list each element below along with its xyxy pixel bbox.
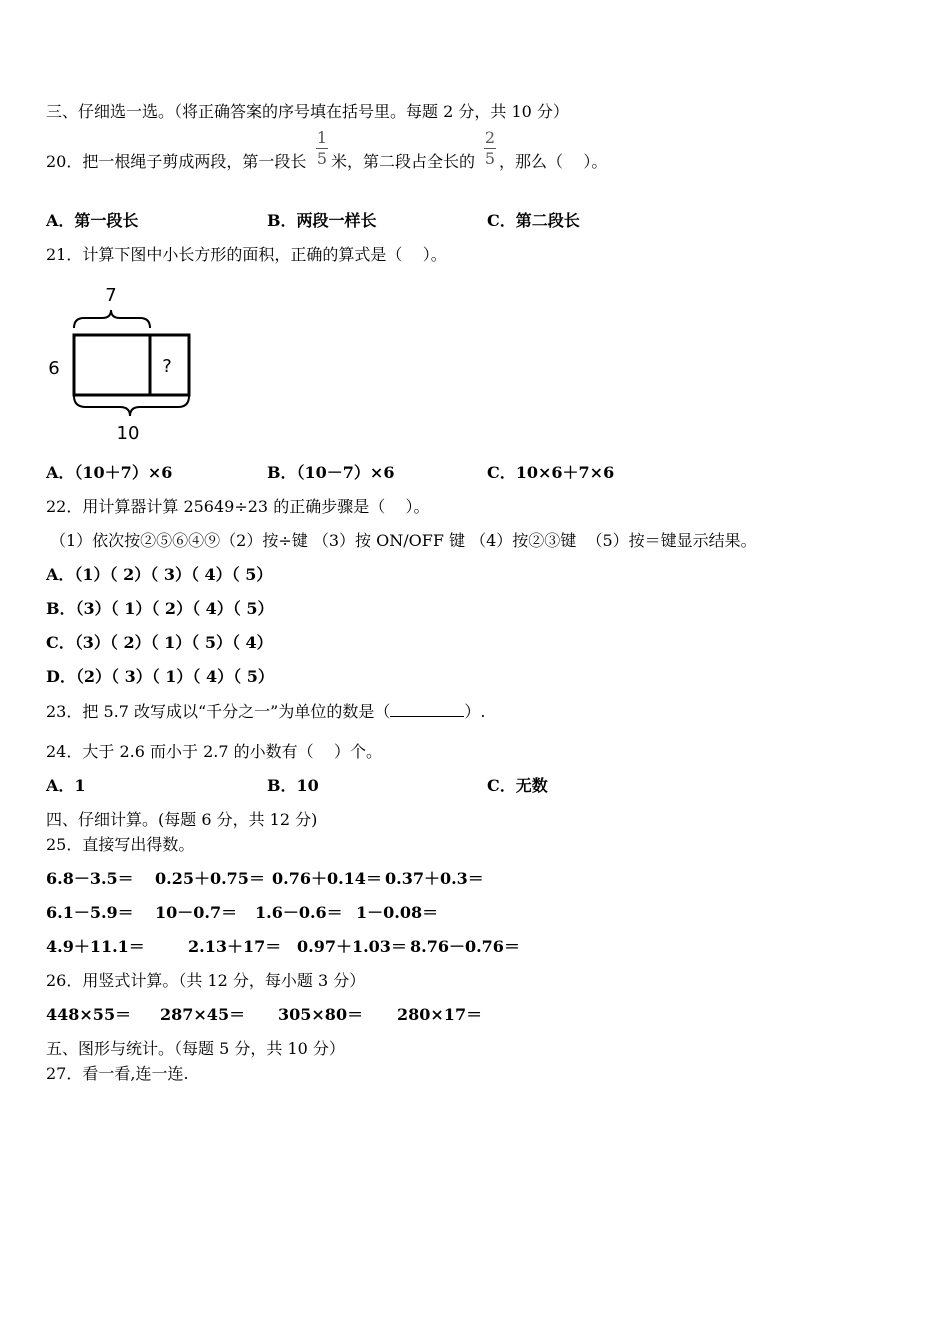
q24-option-c: C．无数 xyxy=(487,776,548,795)
section-3-title: 三、仔细选一选。（将正确答案的序号填在括号里。每题 2 分，共 10 分） xyxy=(46,102,569,121)
q21-option-c: C．10×6＋7×6 xyxy=(487,463,615,482)
q20-option-a: A．第一段长 xyxy=(46,211,139,230)
q25-r2-c2: 10－0.7＝ xyxy=(155,903,238,922)
q26-item-4: 280×17＝ xyxy=(397,1005,483,1024)
q21-rectangle-figure xyxy=(40,280,210,448)
bottom-brace xyxy=(74,396,189,416)
q20-fraction-2 xyxy=(483,130,497,167)
q22-steps: （1）依次按②⑤⑥④⑨（2）按÷键 （3）按 ON/OFF 键 （4）按②③键 （5）按＝键显示结果。 xyxy=(50,531,757,550)
section-4-title: 四、仔细计算。(每题 6 分，共 12 分) xyxy=(46,810,318,829)
q25-r1-c1: 6.8－3.5＝ xyxy=(46,869,134,888)
q25-r1-c3: 0.76＋0.14＝ xyxy=(272,869,382,888)
q20-part3: ，那么（ ）。 xyxy=(499,152,608,171)
q20-frac2-numerator: 2 xyxy=(484,128,496,147)
q23-part1: 23．把 5.7 改写成以“千分之一”为单位的数是（ xyxy=(46,702,391,721)
q20-frac1-numerator: 1 xyxy=(316,128,328,147)
q20-option-b: B．两段一样长 xyxy=(267,211,377,230)
section-5-title: 五、图形与统计。（每题 5 分，共 10 分） xyxy=(46,1039,345,1058)
small-rect-label: ? xyxy=(162,356,172,377)
q24-text: 24．大于 2.6 而小于 2.7 的小数有（ ）个。 xyxy=(46,742,382,761)
q26-item-1: 448×55＝ xyxy=(46,1005,132,1024)
q22-option-a: A．（1）（ 2）（ 3）（ 4）（ 5） xyxy=(46,565,273,584)
q24-option-b: B．10 xyxy=(267,776,319,795)
q25-r2-c4: 1－0.08＝ xyxy=(356,903,439,922)
q22-text: 22．用计算器计算 25649÷23 的正确步骤是（ ）。 xyxy=(46,497,430,516)
q21-option-b: B．（10－7）×6 xyxy=(267,463,395,482)
q27-text: 27．看一看,连一连. xyxy=(46,1064,189,1083)
q26-text: 26．用竖式计算。（共 12 分，每小题 3 分） xyxy=(46,971,366,990)
q23-answer-blank xyxy=(390,702,464,717)
q24-option-a: A．1 xyxy=(46,776,86,795)
q26-item-3: 305×80＝ xyxy=(278,1005,364,1024)
top-brace xyxy=(74,310,150,328)
q26-item-2: 287×45＝ xyxy=(160,1005,246,1024)
q21-option-a: A．（10＋7）×6 xyxy=(46,463,173,482)
q25-r1-c2: 0.25＋0.75＝ xyxy=(155,869,265,888)
q25-r3-c1: 4.9＋11.1＝ xyxy=(46,937,145,956)
q20-frac1-denominator: 5 xyxy=(316,149,328,168)
q23-part2: ）. xyxy=(464,702,486,721)
q22-option-d: D．（2）（ 3）（ 1）（ 4）（ 5） xyxy=(46,667,274,686)
figure-left-label: 6 xyxy=(48,358,60,379)
q25-r3-c3: 0.97＋1.03＝ xyxy=(297,937,407,956)
q20-part2: 米，第二段占全长的 xyxy=(331,152,476,171)
q23-question xyxy=(46,702,485,722)
q25-text: 25．直接写出得数。 xyxy=(46,835,195,854)
figure-top-label: 7 xyxy=(105,285,117,306)
q25-r2-c1: 6.1－5.9＝ xyxy=(46,903,134,922)
q21-text: 21．计算下图中小长方形的面积，正确的算式是（ ）。 xyxy=(46,245,447,264)
q20-part1: 20．把一根绳子剪成两段，第一段长 xyxy=(46,152,307,171)
q20-frac2-denominator: 5 xyxy=(484,149,496,168)
q22-option-b: B．（3）（ 1）（ 2）（ 4）（ 5） xyxy=(46,599,274,618)
q22-option-c: C．（3）（ 2）（ 1）（ 5）（ 4） xyxy=(46,633,273,652)
q20-option-c: C．第二段长 xyxy=(487,211,580,230)
q25-r3-c4: 8.76－0.76＝ xyxy=(410,937,520,956)
q20-fraction-1 xyxy=(315,130,329,167)
q25-r1-c4: 0.37＋0.3＝ xyxy=(385,869,484,888)
q25-r3-c2: 2.13＋17＝ xyxy=(188,937,282,956)
figure-bottom-label: 10 xyxy=(116,423,140,444)
q25-r2-c3: 1.6－0.6＝ xyxy=(255,903,343,922)
